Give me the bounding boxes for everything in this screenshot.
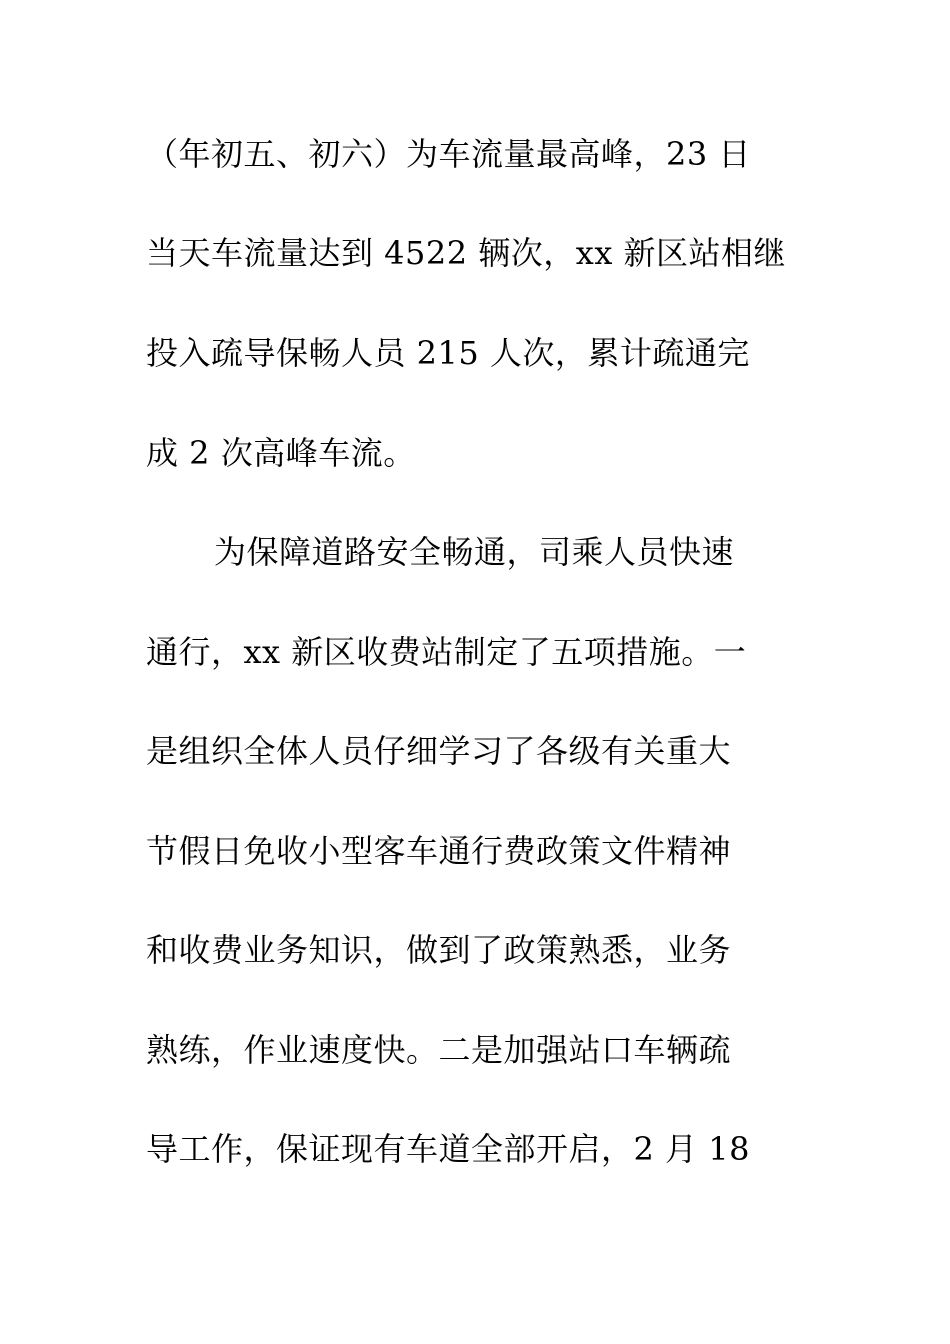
paragraph-line-1: （年初五、初六）为车流量最高峰，23 日	[146, 135, 751, 173]
paragraph-line-7: 是组织全体人员仔细学习了各级有关重大	[146, 732, 732, 770]
paragraph-line-8: 节假日免收小型客车通行费政策文件精神	[146, 832, 732, 870]
paragraph-line-2: 当天车流量达到 4522 辆次，xx 新区站相继	[146, 234, 787, 272]
paragraph-line-9: 和收费业务知识，做到了政策熟悉，业务	[146, 931, 732, 969]
paragraph-line-4: 成 2 次高峰车流。	[146, 434, 416, 472]
paragraph-line-3: 投入疏导保畅人员 215 人次，累计疏通完	[146, 334, 750, 372]
paragraph-line-5: 为保障道路安全畅通，司乘人员快速	[214, 533, 735, 571]
paragraph-line-11: 导工作，保证现有车道全部开启，2 月 18	[146, 1130, 750, 1168]
paragraph-line-6: 通行，xx 新区收费站制定了五项措施。一	[146, 633, 747, 671]
paragraph-line-10: 熟练，作业速度快。二是加强站口车辆疏	[146, 1031, 732, 1069]
